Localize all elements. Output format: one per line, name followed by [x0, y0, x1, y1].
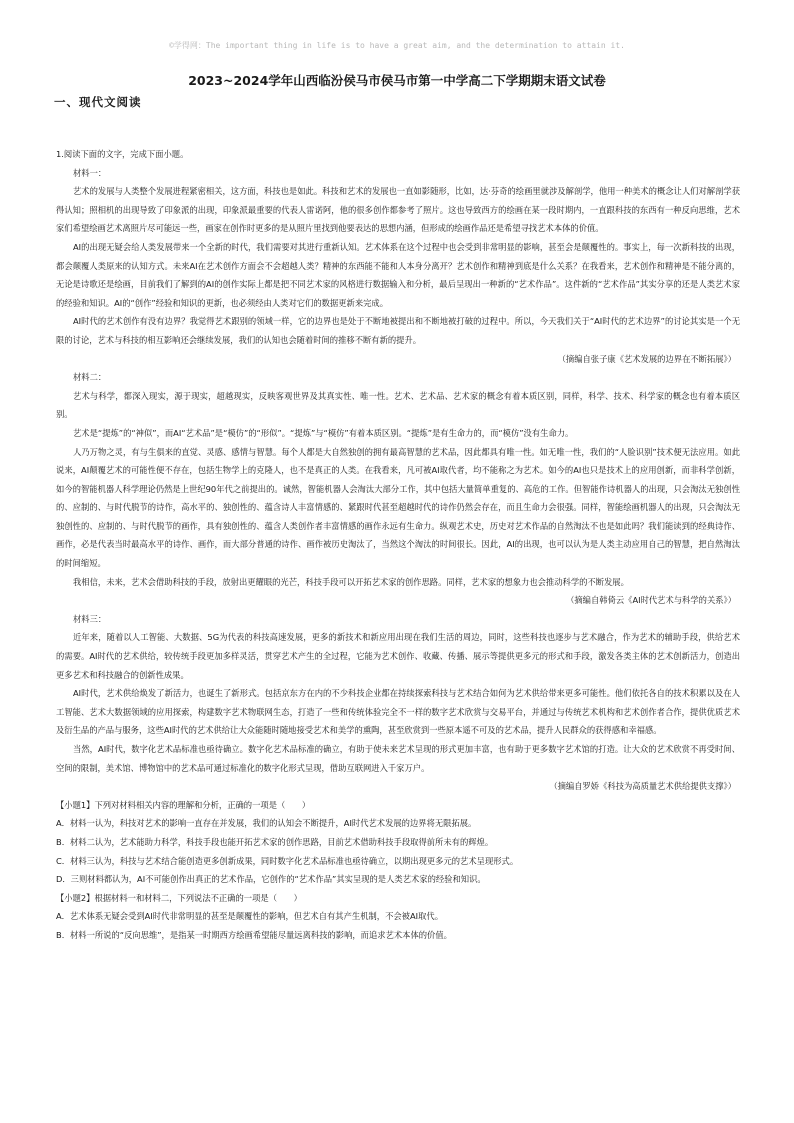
- material-2-paragraph: 人乃万物之灵，有与生俱来的直觉、灵感、感情与智慧。每个人都是大自然独创的拥有最高智慧的艺术品，因此都具有唯一性。如无唯一性，我们的“人脸识别”技术便无法应用。如此说来，AI颠覆艺术的可能性便不存在，包括生物学上的克隆人，也不是真正的人类。在我看来，凡可被AI取代者，均不能称之为艺术。如今的AI也只是技术上的应用创新，而非科学创新，如今的智能机器人科学理论仍然是上世纪90年代之前提出的。诚然，智能机器人会淘汰大部分工作，其中包括大量简单重复的、高危的工作。但智能作诗机器人的出现，只会淘汰无独创性的、应制的、与时代脱节的诗作，高水平的、独创性的、蕴含诗人丰富情感的、紧跟时代甚至超越时代的诗作仍然会存在，而且生命力会很强。同样，智能绘画机器人的出现，只会淘汰无独创性的、应制的、与时代脱节的画作，具有独创性的、蕴含人类创作者丰富情感的画作永远有生命力。纵观艺术史，历史对艺术作品的自然淘汰不也是如此吗？我们能读到的经典诗作、画作，必是代表当时最高水平的诗作、画作，而大部分普通的诗作、画作被历史淘汰了，当然这个淘汰的时间很长。因此，AI的出现，也可以认为是人类主动应用自己的智慧，把自然淘汰的时间缩短。: [56, 446, 740, 569]
- material-2-paragraph: 艺术与科学，都深入现实，源于现实，超越现实，反映客观世界及其真实性、唯一性。艺术、艺术品、艺术家的概念有着本质区别，同样，科学、技术、科学家的概念也有着本质区别。: [56, 390, 740, 420]
- question-1-option-d: D．三则材料都认为，AI不可能创作出真正的艺术作品，它创作的“艺术作品”其实呈现的是人类艺术家的经验和知识。: [56, 874, 486, 885]
- material-1-source: （摘编自张子康《艺术发展的边界在不断拓展》）: [557, 353, 736, 364]
- material-3-source: （摘编自罗娇《科技为高质量艺术供给提供支撑》）: [549, 781, 736, 792]
- material-3-paragraph: 近年来，随着以人工智能、大数据、5G为代表的科技高速发展，更多的新技术和新应用出现在我们生活的周边，同时，这些科技也逐步与艺术融合，作为艺术的辅助手段，供给艺术的需要。AI时代的艺术供给，较传统手段更加多样灵活，贯穿艺术产生的全过程，它能为艺术创作、收藏、传播、展示等提供更多元的形式和手段，激发各类主体的艺术创新活力，创造出更多艺术和科技融合的创新性成果。: [56, 632, 740, 680]
- material-3-paragraph: AI时代，艺术供给焕发了新活力，也诞生了新形式。包括京东方在内的不少科技企业都在持续探索科技与艺术结合如何为艺术供给带来更多可能性。他们依托各自的技术积累以及在人工智能、艺术大数据领域的应用探索，构建数字艺术物联网生态，打造了一些和传统体验完全不一样的数字艺术欣赏与交易平台，并通过与传统艺术机构和艺术创作者合作，提供优质艺术及衍生品的产品与服务，这些AI时代的艺术供给让大众能随时随地接受艺术和美学的熏陶，甚至欣赏到一些原本遥不可及的艺术品，提升人民群众的获得感和幸福感。: [56, 688, 740, 736]
- material-3-paragraph: 当然，AI时代，数字化艺术品标准也亟待确立。数字化艺术品标准的确立，有助于使未来艺术呈现的形式更加丰富，也有助于更多数字艺术馆的打造。让大众的艺术欣赏不再受时间、空间的限制，美术馆、博物馆中的艺术品可通过标准化的数字化形式呈现，借助互联网进入千家万户。: [56, 744, 740, 773]
- material-2-label: 材料二：: [73, 372, 107, 383]
- question-1-option-c: C．材料三认为，科技与艺术结合能创造更多创新成果，同时数字化艺术品标准也亟待确立，以期出现更多元的艺术呈现形式。: [56, 855, 519, 866]
- question-2-stem: 【小题2】根据材料一和材料二，下列说法不正确的一项是（ ）: [56, 892, 302, 903]
- material-2-paragraph: 我相信，未来，艺术会借助科技的手段，放射出更耀眼的光芒，科技手段可以开拓艺术家的创作思路。同样，艺术家的想象力也会推动科学的不断发展。: [73, 576, 629, 587]
- section-heading: 一、现代文阅读: [54, 95, 142, 109]
- material-1-paragraph: 艺术的发展与人类整个发展进程紧密相关，这方面，科技也是如此。科技和艺术的发展也一直如影随形，比如，达·芬奇的绘画里就涉及解剖学，他用一种美术的概念让人们对解剖学获得认知；照相机的出现导致了印象派的出现，印象派最重要的代表人雷诺阿，他的很多创作都参考了照片。这也导致西方的绘画在某一段时期内，一直跟科技的东西有一种反向思维，艺术家们希望绘画艺术离照片尽可能远一些，画家在创作时更多的是从照片里找到他要表达的思想内涵，但形成的绘画作品还是希望寻找艺术本体的价值。: [56, 186, 740, 234]
- question-1-option-b: B．材料二认为，艺术能助力科学，科技手段也能开拓艺术家的创作思路，目前艺术借助科技手段取得前所未有的辉煌。: [56, 836, 494, 847]
- material-1-paragraph: AI的出现无疑会给人类发展带来一个全新的时代，我们需要对其进行重新认知。艺术体系在这个过程中也会受到非常明显的影响，甚至会是颠覆性的。事实上，每一次新科技的出现，都会颠覆人类原来的认知方式。未来AI在艺术创作方面会不会超越人类？精神的东西能不能和人本身分离开？艺术创作和精神到底是什么关系？在我看来，艺术创作和精神是不能分离的，无论是诗歌还是绘画，目前我们了解到的AI的创作实际上都是把不同艺术家的风格进行数据输入和分析，最后呈现出一种新的“艺术作品”。这件新的“艺术作品”其实分享的还是人类艺术家的经验和知识。AI的“创作”经验和知识的更新，也必须经由人类对它们的数据更新来完成。: [56, 241, 740, 308]
- question-2-option-a: A．艺术体系无疑会受到AI时代非常明显的甚至是颠覆性的影响，但艺术自有其产生机制，不会被AI取代。: [56, 911, 443, 922]
- material-3-label: 材料三：: [73, 613, 107, 624]
- material-2-paragraph: 艺术是“提炼”的“神似”，而AI“艺术品”是“模仿”的“形似”。“提炼”与“模仿”有着本质区别。“提炼”是有生命力的，而“模仿”没有生命力。: [73, 427, 574, 438]
- material-1-paragraph: AI时代的艺术创作有没有边界？我觉得艺术跟别的领域一样，它的边界也是处于不断地被提出和不断地被打破的过程中。所以，今天我们关于“AI时代的艺术边界”的讨论其实是一个无限的讨论，艺术与科技的相互影响还会继续发展，我们的认知也会随着时间的推移不断有新的提升。: [56, 316, 740, 345]
- watermark: ©学得网：The important thing in life is to have a great aim, and the determination to attain it.: [169, 41, 625, 50]
- question-intro: 1.阅读下面的文字，完成下面小题。: [56, 149, 189, 159]
- material-2-source: （摘编自韩倚云《AI时代艺术与科学的关系》）: [566, 595, 736, 606]
- reading-content: [56, 145, 740, 945]
- question-1-stem: 【小题1】下列对材料相关内容的理解和分析，正确的一项是（ ）: [56, 799, 311, 810]
- material-1-label: 材料一：: [73, 167, 107, 178]
- exam-title: 2023~2024学年山西临汾侯马市侯马市第一中学高二下学期期末语文试卷: [188, 73, 606, 88]
- question-2-option-b: B．材料一所说的“反向思维”，是指某一时期西方绘画希望能尽量远离科技的影响，而追求艺术本体的价值。: [56, 929, 452, 940]
- question-1-option-a: A．材料一认为，科技对艺术的影响一直存在并发展，我们的认知会不断提升，AI时代艺术发展的边界将无限拓展。: [56, 818, 477, 829]
